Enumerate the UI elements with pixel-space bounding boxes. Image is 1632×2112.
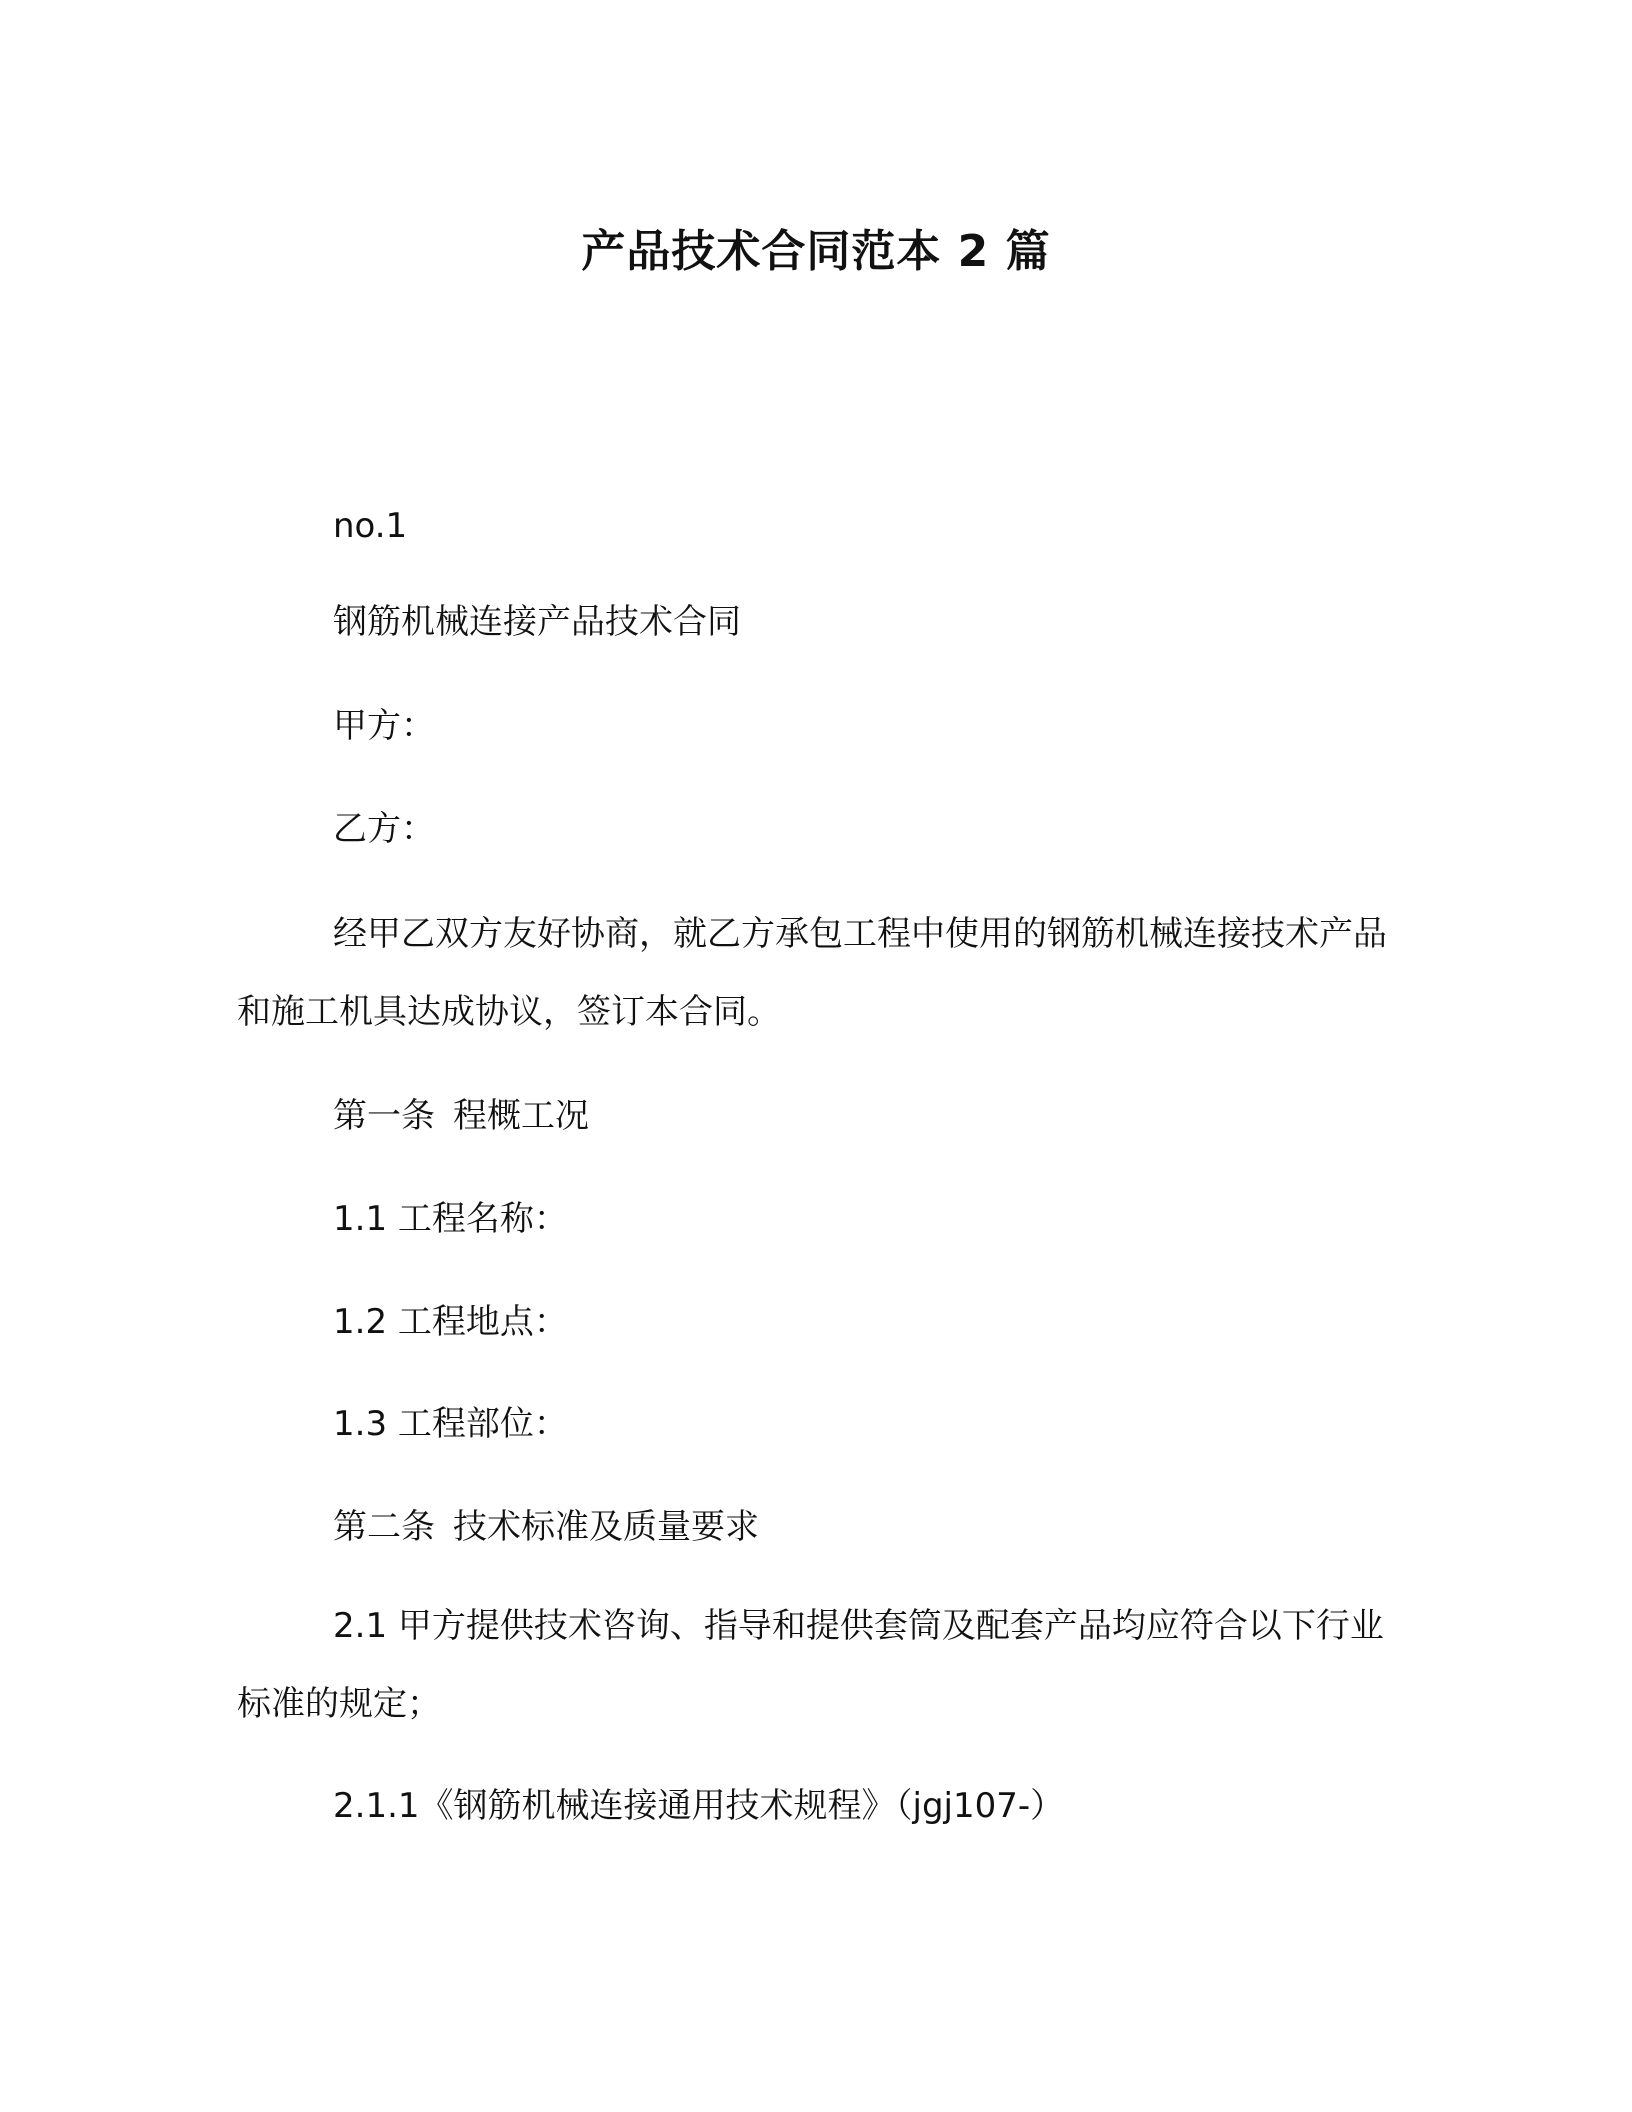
item-2-1: 2.1 甲方提供技术咨询、指导和提供套筒及配套产品均应符合以下行业标准的规定； — [237, 1606, 1384, 1724]
article-1-label: 第一条 — [333, 1096, 435, 1136]
party-b-label: 乙方： — [333, 809, 435, 849]
item-2-1-1: 2.1.1《钢筋机械连接通用技术规程》（jgj107-） — [333, 1786, 1065, 1826]
party-a-label: 甲方： — [333, 706, 435, 746]
article-1-heading — [333, 1092, 589, 1140]
item-1-1: 1.1 工程名称： — [333, 1199, 568, 1239]
document-title: 产品技术合同范本 2 篇 — [581, 226, 1051, 277]
contract-name: 钢筋机械连接产品技术合同 — [333, 602, 741, 642]
intro-paragraph: 经甲乙双方友好协商，就乙方承包工程中使用的钢筋机械连接技术产品和施工机具达成协议，签订本合同。 — [237, 914, 1387, 1032]
item-1-3: 1.3 工程部位： — [333, 1404, 568, 1444]
section-number: no.1 — [333, 506, 408, 546]
item-1-2: 1.2 工程地点： — [333, 1302, 568, 1342]
article-2-label: 第二条 — [333, 1507, 435, 1547]
article-2-heading — [333, 1503, 759, 1551]
article-2-title: 技术标准及质量要求 — [453, 1507, 759, 1547]
article-1-title: 程概工况 — [453, 1096, 589, 1136]
